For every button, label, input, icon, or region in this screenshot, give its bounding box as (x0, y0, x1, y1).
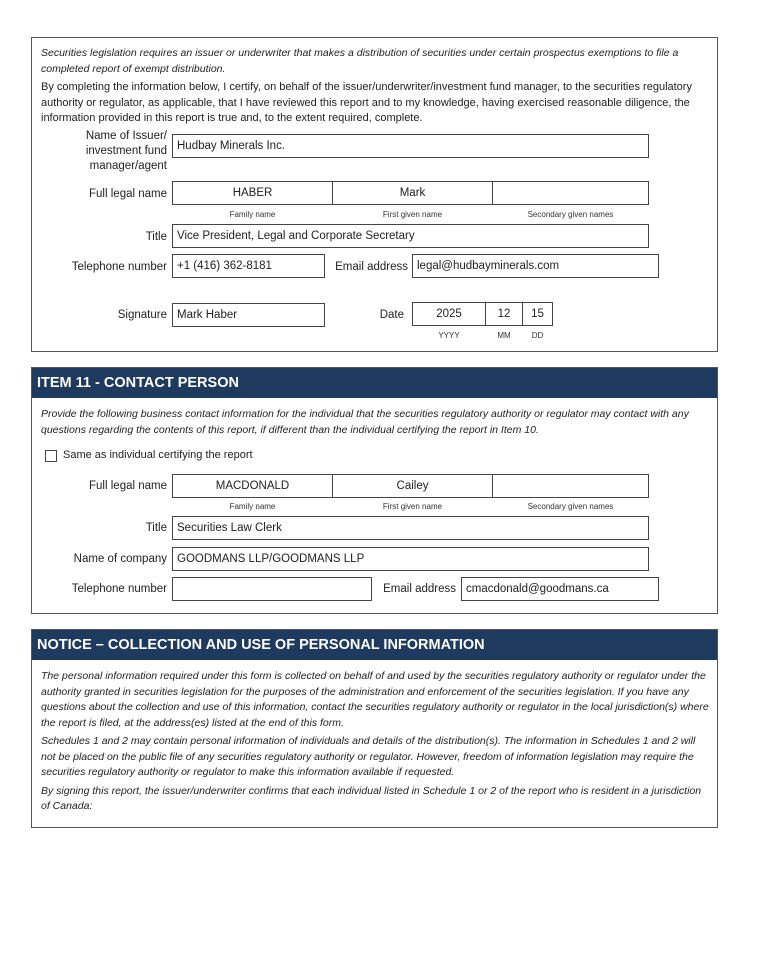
contact-family-name-field[interactable]: MACDONALD (172, 474, 333, 498)
email-label: Email address (335, 261, 408, 273)
contact-full-legal-name-label: Full legal name (89, 480, 167, 492)
contact-first-given-name-caption: First given name (382, 502, 443, 511)
item10-intro-text: Securities legislation requires an issuer or underwriter that makes a distribution of securities under certain prospectus exemptions to file a completed report of exempt distribution. (41, 47, 679, 75)
notice-paragraph-1: The personal information required under this form is collected on behalf of and used by the securities regulatory authority or regulator under the authority granted in securities legislation for the purposes of the administration and enforcement of the securities legislation. If you have any questions about the collection and use of this information, contact the securities regulatory authority or regulator in the local jurisdiction(s) where the report is filed, at the address(es) listed at the end of this form. (41, 670, 709, 729)
item10-certification-panel (31, 37, 718, 352)
notice-paragraph-2: Schedules 1 and 2 may contain personal information of individuals and details of the distribution(s). The information in Schedules 1 and 2 will not be placed on the public file of any securities regulatory authority or regulator. However, freedom of information legislation may require the securities regulatory authority or regulator to make this information available if requested. (41, 735, 696, 778)
contact-telephone-field[interactable] (172, 577, 372, 601)
notice-header: NOTICE – COLLECTION AND USE OF PERSONAL INFORMATION (32, 630, 717, 660)
contact-telephone-label: Telephone number (71, 583, 167, 595)
contact-first-given-name-field[interactable]: Cailey (332, 474, 493, 498)
secondary-given-names-caption: Secondary given names (527, 210, 614, 219)
secondary-given-names-field[interactable] (492, 181, 649, 205)
full-legal-name-label: Full legal name (89, 188, 167, 200)
first-given-name-field[interactable]: Mark (332, 181, 493, 205)
contact-title-field[interactable]: Securities Law Clerk (172, 516, 649, 540)
contact-secondary-given-names-caption: Secondary given names (527, 502, 614, 511)
signature-label: Signature (117, 309, 167, 321)
date-year-field[interactable]: 2025 (412, 302, 486, 326)
title-field[interactable]: Vice President, Legal and Corporate Secretary (172, 224, 649, 248)
mm-caption: MM (497, 331, 511, 340)
company-name-field[interactable]: GOODMANS LLP/GOODMANS LLP (172, 547, 649, 571)
contact-secondary-given-names-field[interactable] (492, 474, 649, 498)
dd-caption: DD (531, 331, 544, 340)
contact-title-label: Title (145, 522, 167, 534)
yyyy-caption: YYYY (438, 331, 460, 340)
family-name-field[interactable]: HABER (172, 181, 333, 205)
same-as-certifier-checkbox[interactable] (45, 450, 57, 462)
item11-intro-text: Provide the following business contact information for the individual that the securities regulatory authority or regulator may contact with any questions regarding the contents of this report, if different than the individual certifying the report in Item 10. (41, 408, 689, 436)
telephone-label: Telephone number (71, 261, 167, 273)
notice-paragraph-3: By signing this report, the issuer/underwriter confirms that each individual listed in Schedule 1 or 2 of the report who is resident in a jurisdiction of Canada: (41, 784, 702, 812)
item11-contact-panel (31, 367, 718, 614)
contact-family-name-caption: Family name (229, 502, 276, 511)
family-name-caption: Family name (229, 210, 276, 219)
date-day-field[interactable]: 15 (522, 302, 553, 326)
item10-certify-text: By completing the information below, I certify, on behalf of the issuer/underwriter/investment fund manager, to the securities regulatory authority or regulator, as applicable, that I have reviewed this report and to my knowledge, having exercised reasonable diligence, the information provided in this report is true and, to the extent required, complete. (41, 81, 692, 124)
date-label: Date (379, 309, 404, 321)
item11-header: ITEM 11 - CONTACT PERSON (32, 368, 717, 398)
telephone-field[interactable]: +1 (416) 362-8181 (172, 254, 325, 278)
signature-field[interactable]: Mark Haber (172, 303, 325, 327)
company-name-label: Name of company (73, 553, 167, 565)
email-field[interactable]: legal@hudbayminerals.com (412, 254, 659, 278)
notice-panel (31, 629, 718, 828)
date-month-field[interactable]: 12 (485, 302, 523, 326)
contact-email-label: Email address (383, 583, 456, 595)
issuer-name-field[interactable]: Hudbay Minerals Inc. (172, 134, 649, 158)
first-given-name-caption: First given name (382, 210, 443, 219)
issuer-name-label: Name of Issuer/ investment fund manager/agent (85, 130, 167, 172)
title-label: Title (145, 231, 167, 243)
contact-email-field[interactable]: cmacdonald@goodmans.ca (461, 577, 659, 601)
same-as-certifier-label: Same as individual certifying the report (63, 449, 253, 461)
